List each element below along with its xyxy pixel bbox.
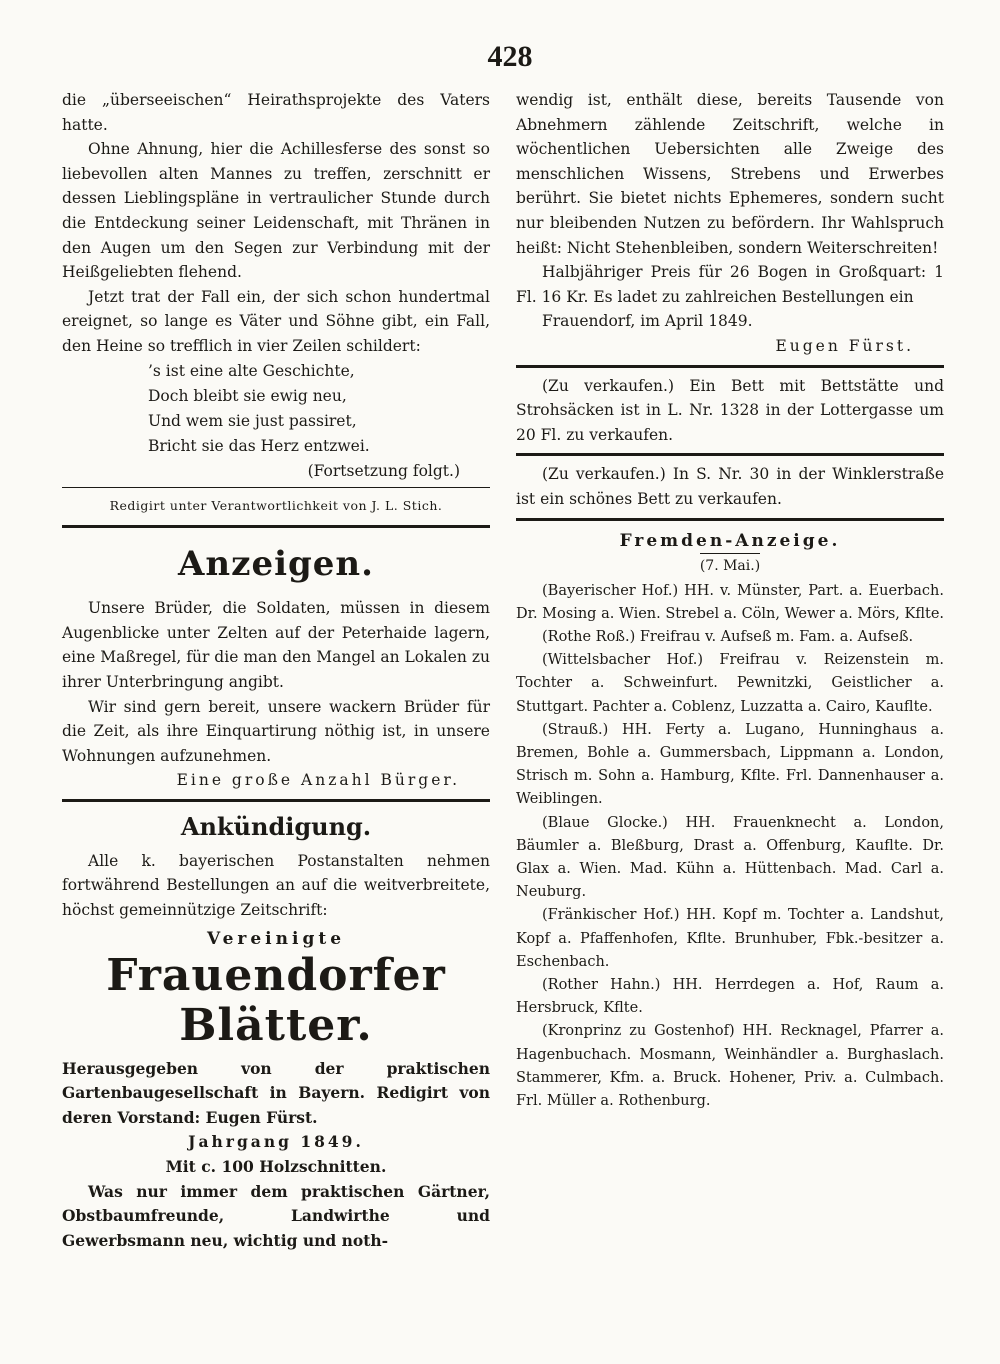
journal-subtitle: Vereinigte — [206, 928, 346, 949]
journal-description: Was nur immer dem praktischen Gärtner, Obstbaumfreunde, Landwirthe und Gewerbsmann neu, wichtig und noth- — [62, 1181, 490, 1250]
sale-notice: (Zu verkaufen.) Ein Bett mit Bettstätte und Strohsäcken ist in L. Nr. 1328 in der Lottergasse um 20 Fl. zu verkaufen. — [516, 376, 944, 444]
story-paragraph: Jetzt trat der Fall ein, der sich schon hundertmal ereignet, so lange es Väter und Söhne gibt, ein Fall, den Heine so trefflich in vier Zeilen schildert: — [62, 287, 490, 355]
ankuendigung-intro: Alle k. bayerischen Postanstalten nehmen fortwährend Bestellungen an auf die weitverbreitete, höchst gemeinnützige Zeitschrift: — [62, 851, 490, 920]
place-date: Frauendorf, im April 1849. — [542, 312, 753, 331]
fremden-entry: (Kronprinz zu Gostenhof) HH. Recknagel, Pfarrer a. Hagenbuchach. Mosmann, Weinhändler a. Burghaslach. Stammerer, Kfm. a. Bruck. Hohener, Priv. a. Culmbach. Frl. Müller a. Rothenburg. — [516, 1023, 944, 1109]
divider — [62, 487, 490, 488]
fremden-entry: (Rothe Roß.) Freifrau v. Aufseß m. Fam. a. Aufseß. — [542, 628, 914, 645]
poem — [62, 359, 490, 459]
right-column — [516, 88, 944, 1113]
anzeigen-paragraph: Wir sind gern bereit, unsere wackern Brüder für die Zeit, als ihre Einquartirung nöthig ist, in unsere Wohnungen aufzunehmen. — [62, 697, 490, 765]
divider — [62, 799, 490, 802]
divider — [62, 525, 490, 528]
story-paragraph: Ohne Ahnung, hier die Achillesferse des sonst so liebevollen alten Mannes zu treffen, zerschnitt er dessen Lieblingspläne in vertraulicher Stunde durch die Entdeckung seiner Leidenschaft, mit Thränen in den Augen um den Segen zur Verbindung mit der Heißgeliebten flehend. — [62, 140, 490, 282]
fremden-entry: (Rother Hahn.) HH. Herrdegen a. Hof, Raum a. Hersbruck, Kflte. — [516, 976, 944, 1017]
fremden-entry: (Blaue Glocke.) HH. Frauenknecht a. London, Bäumler a. Bleßburg, Drast a. Offenburg, Kauflte. Dr. Glax a. Wien. Mad. Kühn a. Hüttenbach. Mad. Carl a. Neuburg. — [516, 814, 944, 901]
sale-notice: (Zu verkaufen.) In S. Nr. 30 in der Winklerstraße ist ein schönes Bett zu verkaufen. — [516, 465, 944, 508]
fremden-entry: (Fränkischer Hof.) HH. Kopf m. Tochter a. Landshut, Kopf a. Pfaffenhofen, Kflte. Brunhuber, Fbk.-besitzer a. Eschenbach. — [516, 907, 944, 970]
anzeigen-paragraph: Unsere Brüder, die Soldaten, müssen in diesem Augenblicke unter Zelten auf der Peterhaide lagern, eine Maßregel, für die man den Mangel an Lokalen zu ihrer Unterbringung angibt. — [62, 599, 490, 691]
poem-line: Doch bleibt sie ewig neu, — [148, 386, 347, 405]
fremden-list — [516, 580, 944, 1114]
editor-line: Redigirt unter Verantwortlichkeit von J. L. Stich. — [109, 498, 443, 514]
journal-details: Herausgegeben von der praktischen Gartenbaugesellschaft in Bayern. Redigirt von deren Vorstand: Eugen Fürst. — [62, 1058, 490, 1127]
fremden-heading: Fremden-Anzeige. — [619, 530, 841, 551]
fremden-entry: (Strauß.) HH. Ferty a. Lugano, Hunninghaus a. Bremen, Bohle a. Gummersbach, Lippmann a. London, Strisch m. Sohn a. Hamburg, Kflte. Frl. Dannenhauser a. Weiblingen. — [516, 721, 944, 808]
journal-description-continued: wendig ist, enthält diese, bereits Tausende von Abnehmern zählende Zeitschrift, welche in wöchentlichen Uebersichten alle Zweige des menschlichen Wissens, Strebens und Erwerbes berührt. Sie bietet nichts Ephemeres, sondern sucht nur bleibenden Nutzen zu befördern. Ihr Wahlspruch heißt: Nicht Stehenbleiben, sondern Weiterschreiten! — [516, 91, 944, 257]
journal-year: Jahrgang 1849. — [188, 1132, 364, 1152]
fremden-entry: (Bayerischer Hof.) HH. v. Münster, Part. a. Euerbach. Dr. Mosing a. Wien. Strebel a. Cöln, Wewer a. Mörs, Kflte. — [516, 582, 945, 622]
poem-line: Und wem sie just passiret, — [148, 411, 357, 430]
divider — [516, 453, 944, 456]
publisher-signature: Eugen Fürst. — [775, 336, 914, 355]
fremden-entry: (Wittelsbacher Hof.) Freifrau v. Reizenstein m. Tochter a. Schweinfurt. Pewnitzki, Geistlicher a. Stuttgart. Pachter a. Coblenz, Luzzatta a. Cairo, Kaufltе. — [516, 652, 944, 715]
story-paragraph: die „überseeischen“ Heirathsprojekte des Vaters hatte. — [62, 91, 490, 134]
fremden-date: (7. Mai.) — [699, 557, 761, 574]
journal-woodcuts: Mit c. 100 Holzschnitten. — [165, 1157, 387, 1177]
poem-line: ’s ist eine alte Geschichte, — [148, 361, 355, 380]
poem-line: Bricht sie das Herz entzwei. — [148, 436, 370, 455]
anzeigen-heading: Anzeigen. — [178, 544, 374, 585]
page-number: 428 — [487, 40, 533, 73]
ankuendigung-heading: Ankündigung. — [180, 811, 372, 841]
price-paragraph: Halbjähriger Preis für 26 Bogen in Großquart: 1 Fl. 16 Kr. Es ladet zu zahlreichen Bestellungen ein — [516, 263, 944, 306]
divider — [516, 518, 944, 521]
anzeigen-signature: Eine große Anzahl Bürger. — [176, 771, 460, 790]
left-column — [62, 88, 490, 1253]
continuation-note: (Fortsetzung folgt.) — [307, 461, 460, 480]
divider — [516, 365, 944, 368]
divider — [700, 553, 760, 554]
journal-title: Frauendorfer Blätter. — [106, 949, 446, 1051]
